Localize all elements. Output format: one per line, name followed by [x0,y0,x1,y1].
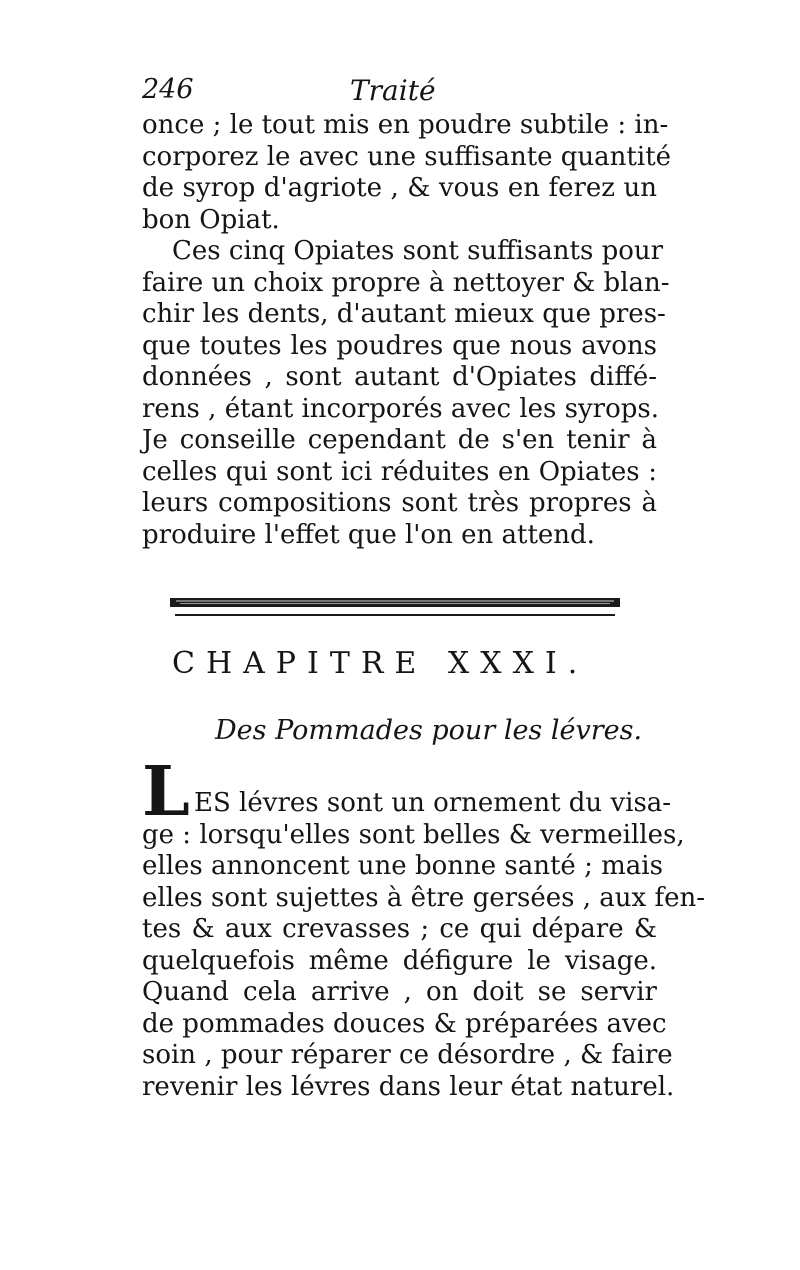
text-line: leurs compositions sont très propres à [142,488,657,518]
text-line: corporez le avec une suffisante quantité [142,141,672,172]
text-line: ge : lorsqu'elles sont belles & vermeilles, [142,819,685,850]
chapter-subtitle: Des Pommades pour les lévres. [215,715,643,746]
text-line: chir les dents, d'autant mieux que pres- [142,299,666,329]
text-line: de pommades douces & préparées avec [142,1008,667,1039]
ornament-rule [170,594,620,620]
text-line: ES lévres sont un ornement du visa- [194,788,672,818]
text-line: tes & aux crevasses ; ce qui dépare & [142,914,657,944]
text-line: faire un choix propre à nettoyer & blan- [142,267,670,298]
text-line: celles qui sont ici réduites en Opiates : [142,456,657,487]
text-line: elles sont sujettes à être gersées , aux fen- [142,882,705,913]
drop-cap: L [142,752,190,832]
text-line: produire l'effet que l'on en attend. [142,519,595,550]
text-line: Quand cela arrive , on doit se servir [142,977,657,1007]
text-line: Ces cinq Opiates sont suffisants pour [172,236,664,266]
text-line: quelquefois même défigure le visage. [142,945,657,976]
text-line: soin , pour réparer ce désordre , & faire [142,1040,673,1070]
text-line: once ; le tout mis en poudre subtile : in- [142,110,669,140]
page-number: 246 [142,74,194,105]
text-line: bon Opiat. [142,204,280,235]
text-line: revenir les lévres dans leur état naturel. [142,1071,675,1102]
text-line: que toutes les poudres que nous avons [142,330,657,361]
text-line: elles annoncent une bonne santé ; mais [142,851,663,881]
chapter-text [142,788,705,1103]
text-line: rens , étant incorporés avec les syrops. [142,393,659,424]
opiates-text [142,110,672,551]
running-title: Traité [350,74,436,107]
chapter-heading: CHAPITRE XXXI. [172,646,589,681]
text-line: de syrop d'agriote , & vous en ferez un [142,173,657,203]
text-line: Je conseille cependant de s'en tenir à [142,425,657,455]
running-head [142,74,657,110]
text-line: données , sont autant d'Opiates diffé- [142,362,657,392]
